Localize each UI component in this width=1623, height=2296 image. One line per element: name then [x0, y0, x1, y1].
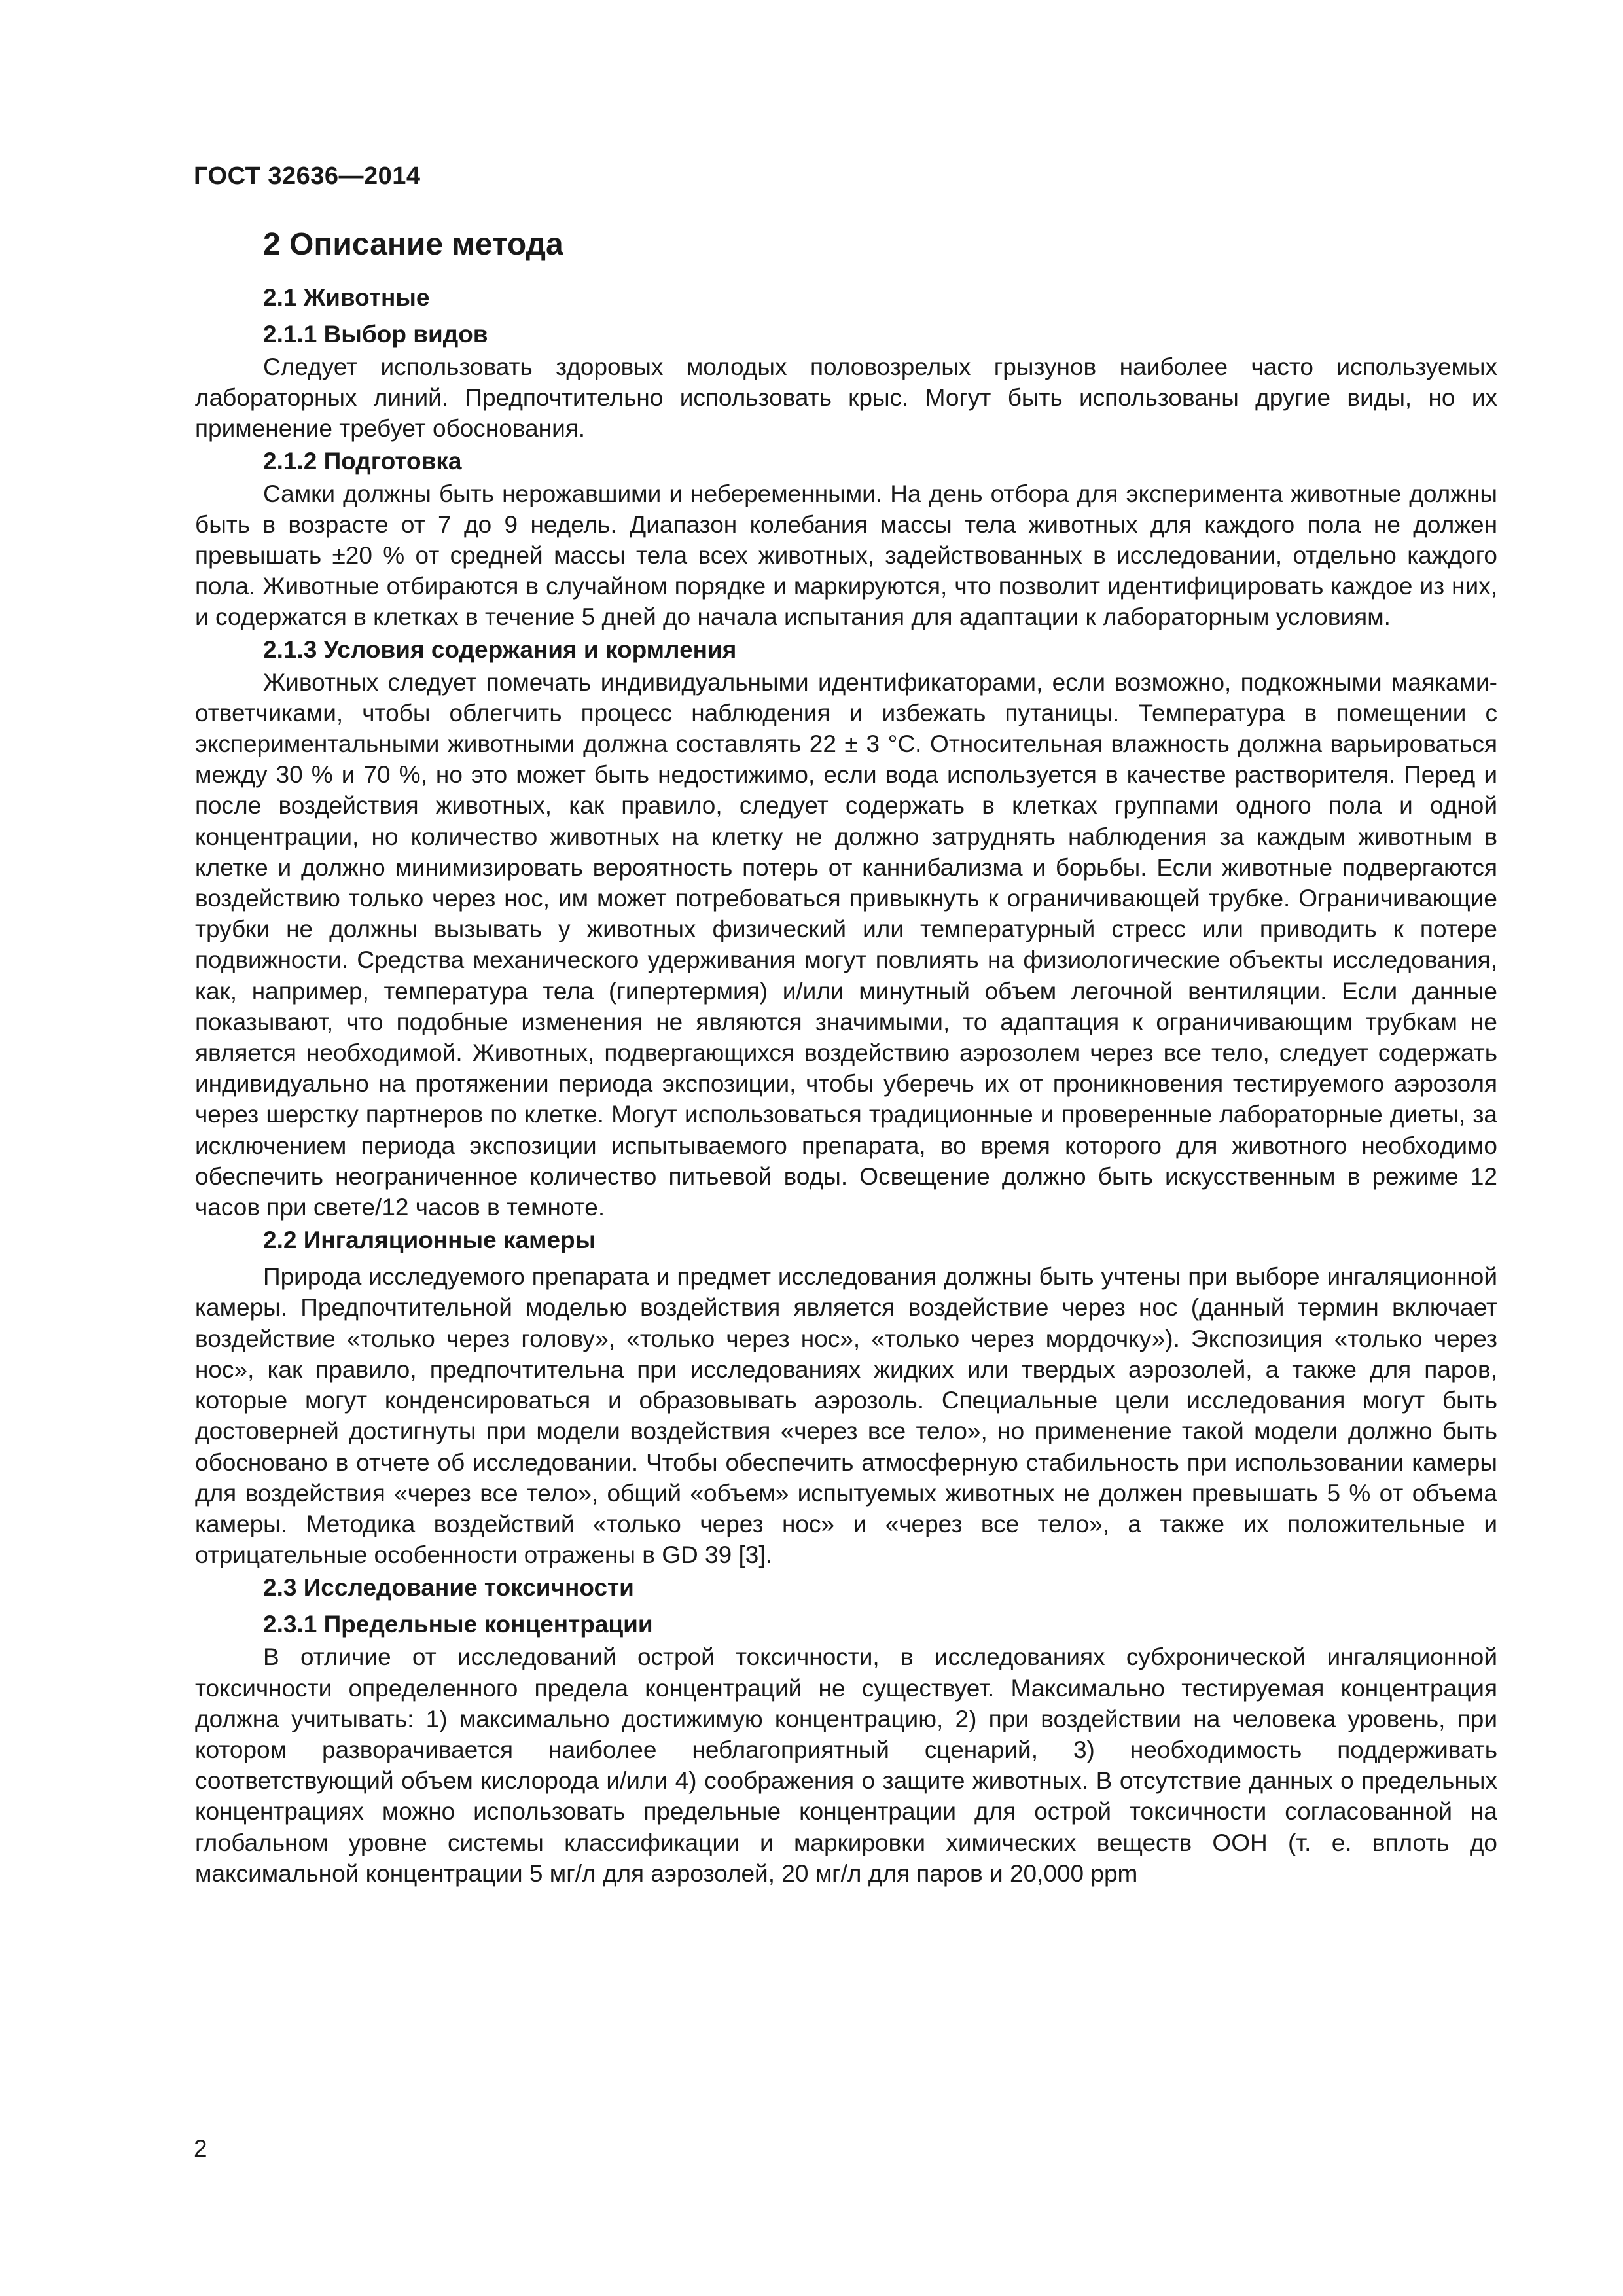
paragraph-2-1-2: Самки должны быть нерожавшими и небеременными. На день отбора для эксперимента животные должны быть в возрасте от 7 до 9 недель. Диапазон колебания массы тела животных для каждого пола не должен превышать ±20 % от средней массы тела всех животных, задействованных в исследовании, отдельно каждого пола. Животные отбираются в случайном порядке и маркируются, что позволит идентифицировать каждое из них, и содержатся в клетках в течение 5 дней до начала испытания для адаптации к лабораторным условиям. [195, 480, 1497, 631]
subsection-2-3-title: 2.3 Исследование токсичности [263, 1574, 634, 1602]
subsection-2-2-title: 2.2 Ингаляционные камеры [263, 1227, 596, 1254]
page-number: 2 [194, 2135, 207, 2162]
subsection-2-1-3-title: 2.1.3 Условия содержания и кормления [263, 636, 737, 663]
page-content [195, 226, 1497, 1890]
subsection-2-3-1-title: 2.3.1 Предельные концентрации [263, 1611, 653, 1638]
paragraph-2-2: Природа исследуемого препарата и предмет исследования должны быть учтены при выборе ингаляционной камеры. Предпочтительной моделью воздействия является воздействие через нос (данный термин включает воздействие «только через голову», «только через нос», «только через мордочку»). Экспозиция «только через нос», как правило, предпочтительна при исследованиях жидких или твердых аэрозолей, а также для паров, которые могут конденсироваться и образовывать аэрозоль. Специальные цели исследования могут быть достоверней достигнуты при модели воздействия «через все тело», но применение такой модели должно быть обосновано в отчете об исследовании. Чтобы обеспечить атмосферную стабильность при использовании камеры для воздействия «через все тело», общий «объем» испытуемых животных не должен превышать 5 % от объема камеры. Методика воздействий «только через нос» и «через все тело», а также их положительные и отрицательные особенности отражены в GD 39 [3]. [195, 1263, 1497, 1569]
section-title: 2 Описание метода [263, 227, 563, 262]
subsection-2-1-title: 2.1 Животные [263, 284, 430, 311]
paragraph-2-1-1: Следует использовать здоровых молодых половозрелых грызунов наиболее часто используемых лабораторных линий. Предпочтительно использовать крыс. Могут быть использованы другие виды, но их применение требует обоснования. [195, 353, 1497, 442]
standard-header: ГОСТ 32636—2014 [194, 162, 421, 190]
subsection-2-1-1-title: 2.1.1 Выбор видов [263, 321, 488, 348]
subsection-2-1-2-title: 2.1.2 Подготовка [263, 447, 462, 475]
paragraph-2-1-3: Животных следует помечать индивидуальными идентификаторами, если возможно, подкожными маяками-ответчиками, чтобы облегчить процесс наблюдения и избежать путаницы. Температура в помещении с экспериментальными животными должна составлять 22 ± 3 °С. Относительная влажность должна варьироваться между 30 % и 70 %, но это может быть недостижимо, если вода используется в качестве растворителя. Перед и после воздействия животных, как правило, следует содержать в клетках группами одного пола и одной концентрации, но количество животных на клетку не должно затруднять наблюдения за каждым животным в клетке и должно минимизировать вероятность потерь от каннибализма и борьбы. Если животные подвергаются воздействию только через нос, им может потребоваться привыкнуть к ограничивающей трубке. Ограничивающие трубки не должны вызывать у животных физический или температурный стресс или приводить к потере подвижности. Средства механического удерживания могут повлиять на физиологические объекты исследования, как, например, температура тела (гипертермия) и/или минутный объем легочной вентиляции. Если данные показывают, что подобные изменения не являются значимыми, то адаптация к ограничивающим трубкам не является необходимой. Животных, подвергающихся воздействию аэрозолем через все тело, следует содержать индивидуально на протяжении периода экспозиции, чтобы уберечь их от проникновения тестируемого аэрозоля через шерстку партнеров по клетке. Могут использоваться традиционные и проверенные лабораторные диеты, за исключением периода экспозиции испытываемого препарата, во время которого для животного необходимо обеспечить неограниченное количество питьевой воды. Освещение должно быть искусственным в режиме 12 часов при свете/12 часов в темноте. [195, 668, 1497, 1221]
paragraph-2-3-1: В отличие от исследований острой токсичности, в исследованиях субхронической ингаляционной токсичности определенного предела концентраций не существует. Максимально тестируемая концентрация должна учитывать: 1) максимально достижимую концентрацию, 2) при воздействии на человека уровень, при котором разворачивается наиболее неблагоприятный сценарий, 3) необходимость поддерживать соответствующий объем кислорода и/или 4) соображения о защите животных. В отсутствие данных о предельных концентрациях можно использовать предельные концентрации для острой токсичности согласованной на глобальном уровне системы классификации и маркировки химических веществ ООН (т. е. вплоть до максимальной концентрации 5 мг/л для аэрозолей, 20 мг/л для паров и 20,000 ppm [195, 1643, 1497, 1887]
